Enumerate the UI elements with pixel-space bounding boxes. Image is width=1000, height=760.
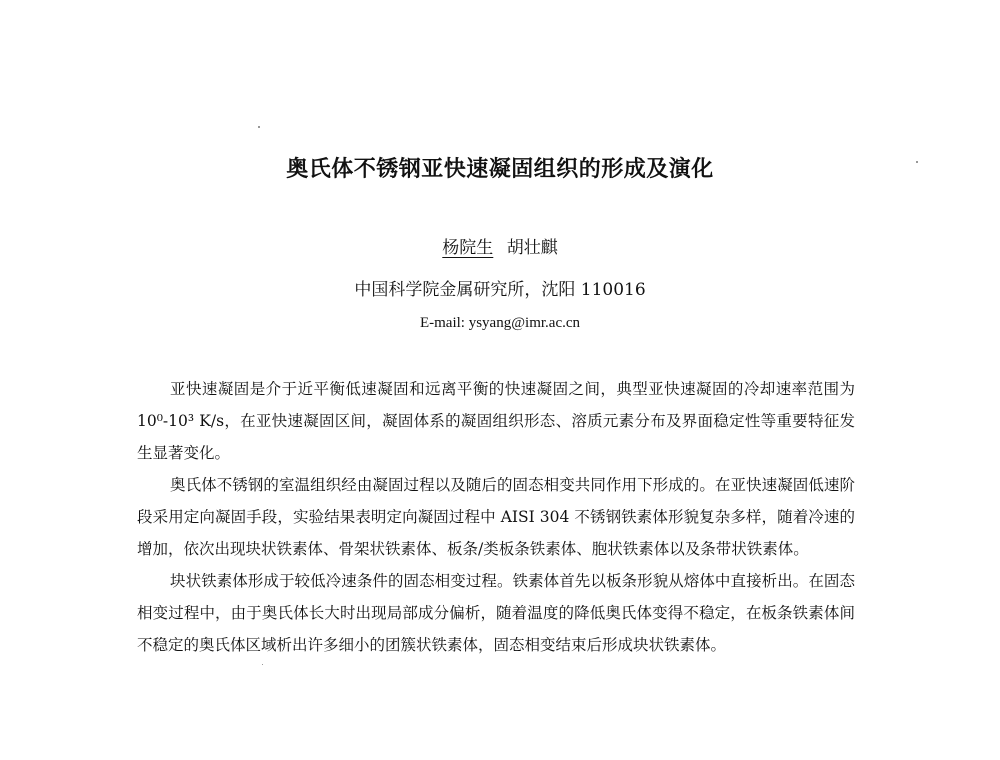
email-line: E-mail: ysyang@imr.ac.cn [419,315,581,331]
paper-title: 奥氏体不锈钢亚快速凝固组织的形成及演化 [286,157,714,182]
author-line [0,233,1000,258]
paragraph-3: 块状铁素体形成于较低冷速条件的固态相变过程。铁素体首先以板条形貌从熔体中直接析出。在固态相变过程中，由于奥氏体长大时出现局部成分偏析，随着温度的降低奥氏体变得不稳定，在板条铁素体间不稳定的奥氏体区域析出许多细小的团簇状铁素体，固态相变结束后形成块状铁素体。 [137,572,855,654]
affiliation: 中国科学院金属研究所，沈阳 110016 [354,280,646,300]
paragraph-2: 奥氏体不锈钢的室温组织经由凝固过程以及随后的固态相变共同作用下形成的。在亚快速凝固低速阶段采用定向凝固手段，实验结果表明定向凝固过程中 AISI 304 不锈钢铁素体形貌复杂多样，随着冷速的增加，依次出现块状铁素体、骨架状铁素体、板条/类板条铁素体、胞状铁素体以及条带状铁素体。 [137,476,855,558]
paragraph-1: 亚快速凝固是介于近平衡低速凝固和远离平衡的快速凝固之间，典型亚快速凝固的冷却速率范围为10⁰-10³ K/s，在亚快速凝固区间，凝固体系的凝固组织形态、溶质元素分布及界面稳定性等重要特征发生显著变化。 [137,380,855,462]
author-presenter: 杨院生 [442,238,494,258]
scan-speck [258,126,260,128]
abstract-body [137,373,855,661]
author-coauthor: 胡壮麒 [506,238,558,258]
scan-speck [262,664,263,665]
